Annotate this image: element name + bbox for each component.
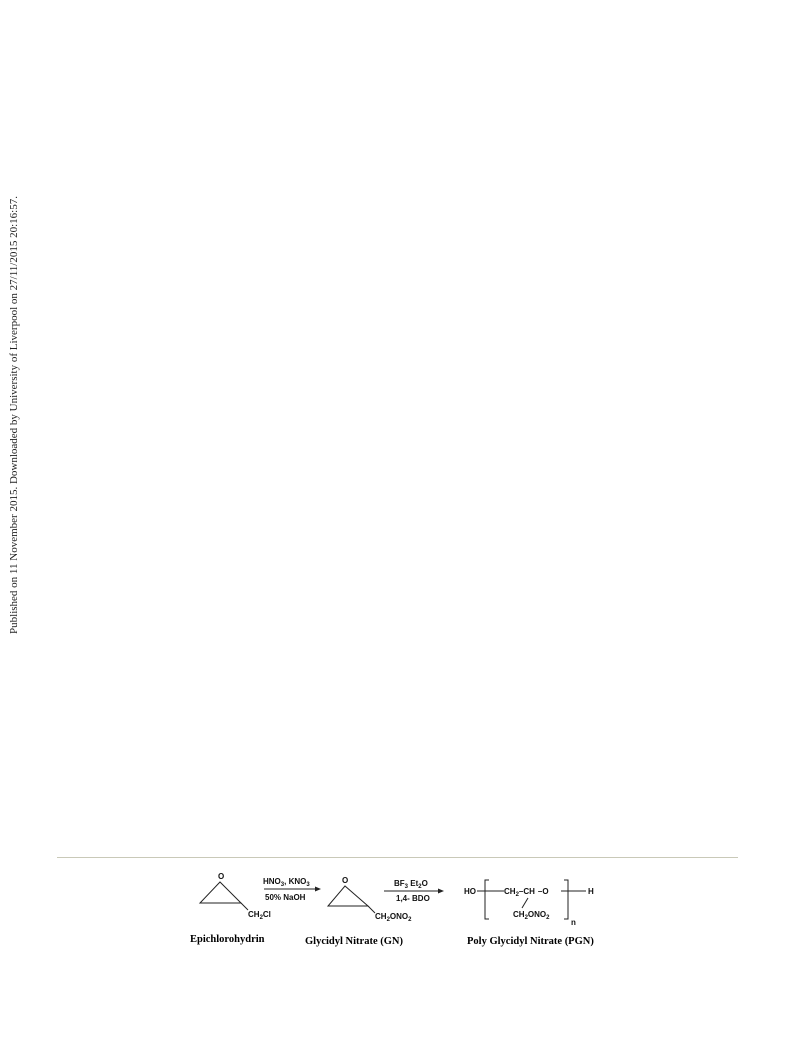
pgn-structure <box>464 880 594 947</box>
pgn-bracket-right <box>564 880 568 919</box>
pgn-repeat-unit: $CH_2-CH$ –O <box>504 887 549 898</box>
step1-reagents-top: $HNO_3$, $KNO_3$ <box>263 877 310 888</box>
gn-substituent: $CH_2ONO_2$ <box>375 912 412 923</box>
epoxide-ring <box>200 882 241 903</box>
download-watermark: Published on 11 November 2015. Downloaded by University of Liverpool on 27/11/2015 20:16:57. <box>8 196 20 634</box>
step1-arrow-head <box>315 887 321 892</box>
gn-oxygen: O <box>342 876 349 885</box>
step2-reagents-top: $BF_3$ $Et_2O$ <box>394 879 428 890</box>
pgn-side-bond <box>522 898 528 908</box>
gn-caption: Glycidyl Nitrate (GN) <box>305 936 403 947</box>
substituent-bond <box>368 906 375 913</box>
step2-arrow <box>384 879 444 903</box>
substituent-bond <box>241 903 248 910</box>
section-divider <box>57 857 738 858</box>
step2-arrow-head <box>438 889 444 894</box>
epoxide-ring <box>328 886 368 906</box>
step1-reagents-bottom: 50% NaOH <box>265 893 306 902</box>
epichlorohydrin-substituent: $CH_2Cl$ <box>248 910 271 921</box>
epichlorohydrin-structure <box>190 872 271 945</box>
epichlorohydrin-caption: Epichlorohydrin <box>190 934 265 945</box>
pgn-caption: Poly Glycidyl Nitrate (PGN) <box>467 936 594 947</box>
pgn-bracket-left <box>485 880 489 919</box>
pgn-end-left: HO <box>464 887 476 896</box>
pgn-side-group: $CH_2ONO_2$ <box>513 910 550 921</box>
pgn-repeat-n: n <box>571 918 576 927</box>
reaction-scheme <box>185 868 625 953</box>
epichlorohydrin-oxygen: O <box>218 872 225 881</box>
pgn-end-right: H <box>588 887 594 896</box>
step2-reagents-bottom: 1,4- BDO <box>396 894 430 903</box>
step1-arrow <box>263 877 321 902</box>
